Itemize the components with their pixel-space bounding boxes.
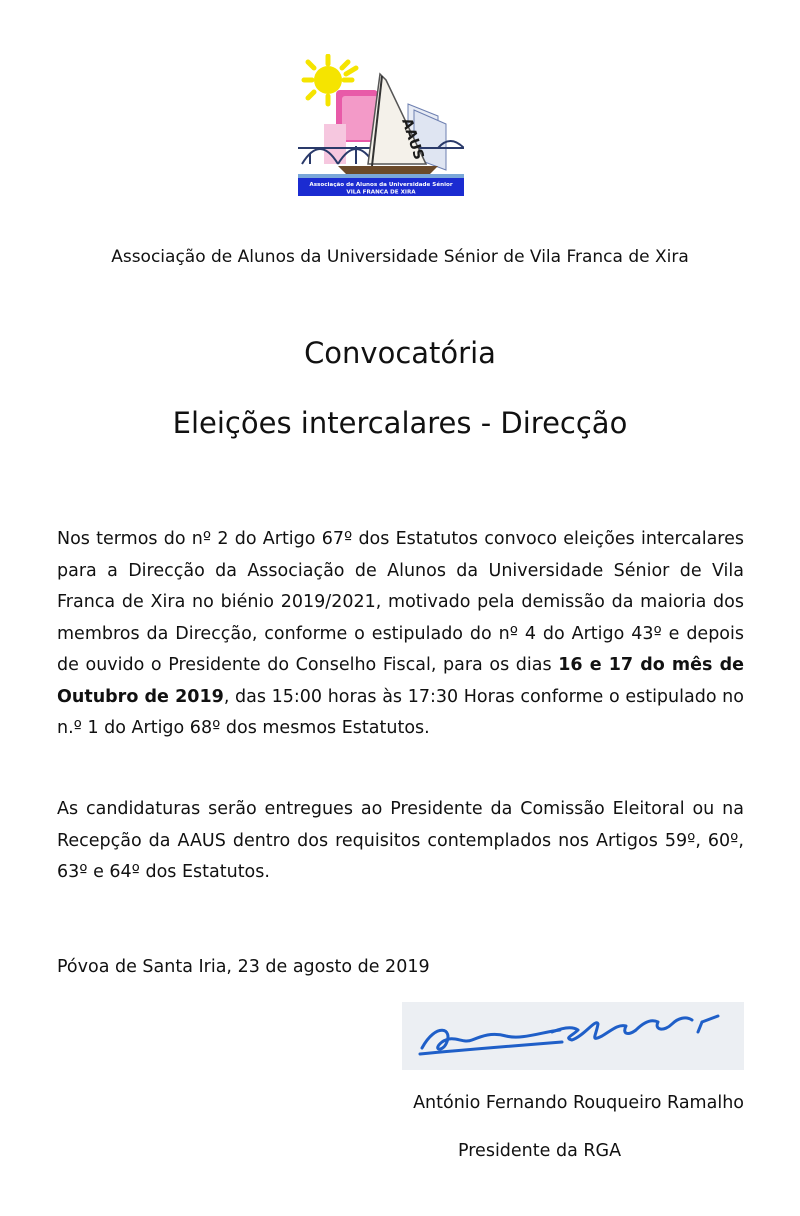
handwritten-signature	[402, 1002, 744, 1070]
organization-name: Associação de Alunos da Universidade Sénior de Vila Franca de Xira	[111, 247, 689, 267]
association-logo	[298, 54, 464, 196]
dateline: Póvoa de Santa Iria, 23 de agosto de 2019	[57, 957, 430, 977]
document-title: Convocatória	[304, 336, 496, 370]
logo-abbr: AAUS	[398, 116, 427, 162]
logo-caption-line2: VILA FRANCA DE XIRA	[346, 189, 416, 196]
body-paragraph-2: As candidaturas serão entregues ao Presidente da Comissão Eleitoral ou na Recepção da AAUS dentro dos requisitos contemplados nos Artigos 59º, 60º, 63º e 64º dos Estatutos.	[57, 799, 744, 882]
signer-role: Presidente da RGA	[458, 1141, 622, 1161]
signer-name: António Fernando Rouqueiro Ramalho	[413, 1093, 744, 1113]
logo-graphic	[298, 54, 464, 196]
body-paragraph-1	[57, 524, 744, 745]
paragraph-1-text-end: , das 15:00 horas às 17:30 Horas conforme o estipulado no n.º 1 do Artigo 68º dos mesmos Estatutos.	[57, 686, 744, 738]
logo-caption-line1: Associação de Alunos da Universidade Sénior	[309, 182, 453, 188]
document-subtitle: Eleições intercalares - Direcção	[172, 406, 628, 440]
election-dates: 16 e 17 do mês de Outubro de 2019	[57, 655, 744, 707]
paragraph-1-text-start: Nos termos do nº 2 do Artigo 67º dos Estatutos convoco eleições intercalares para a Direcção da Associação de Alunos da Universidade Sénior de Vila Franca de Xira no biénio 2019/2021, motivado pela demissão da maioria dos membros da Direcção, conforme o estipulado do nº 4 do Artigo 43º e depois de ouvido o Presidente do Conselho Fiscal, para os dias	[57, 529, 744, 675]
